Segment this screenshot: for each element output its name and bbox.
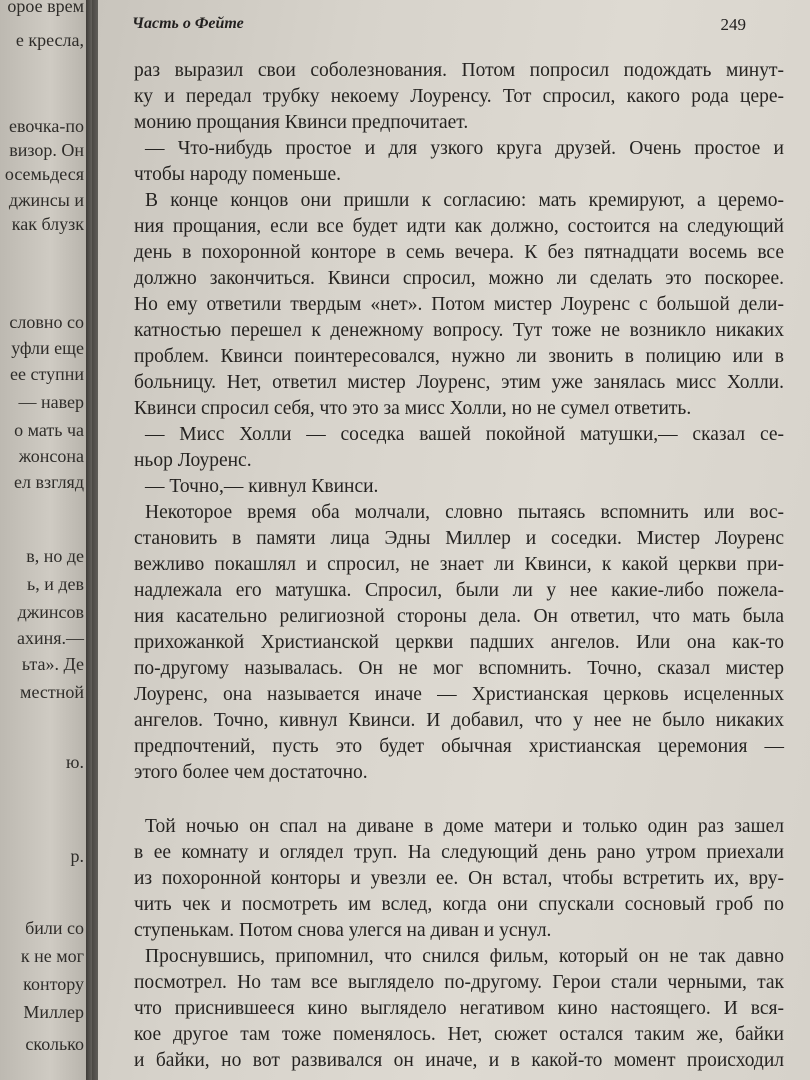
body-text — [134, 58, 784, 1074]
text-line: — Что-нибудь простое и для узкого круга друзей. Очень простое и — [145, 138, 784, 159]
text-line: проблем. Квинси поинтересовался, нужно ли звонить в полицию или в — [134, 346, 784, 367]
text-line: Но ему ответили твердым «нет». Потом мистер Лоуренс с большой дели- — [134, 294, 784, 315]
text-line: — Мисс Холли — соседка вашей покойной матушки,— сказал се- — [145, 424, 784, 445]
left-page-line: р. — [70, 846, 84, 866]
left-page-line: контору — [23, 974, 84, 994]
left-page-line: ьта». Де — [21, 654, 84, 674]
text-line: В конце концов они пришли к согласию: мать кремируют, а церемо- — [145, 190, 784, 211]
left-page-line: как блузк — [11, 214, 84, 234]
left-page-line: словно со — [9, 312, 84, 332]
text-line: надлежала его матушка. Спросил, были ли у нее какие-либо пожела- — [134, 580, 784, 601]
running-header — [132, 15, 784, 43]
text-line: вежливо покашлял и спросил, не знает ли Квинси, к какой церкви при- — [134, 554, 784, 575]
section-break — [134, 786, 784, 814]
text-line: в ее комнату и оглядел труп. На следующий день рано утром приехали — [134, 842, 784, 863]
left-page-line: е кресла, — [15, 30, 84, 50]
section-title: Часть о Фейте — [132, 15, 244, 32]
text-line: Квинси спросил себя, что это за мисс Холли, но не сумел ответить. — [134, 398, 692, 419]
text-line: посмотрел. Но там все выглядело по-другому. Герои стали черными, так — [134, 972, 784, 993]
left-page-line: — навер — [18, 392, 84, 412]
left-page-line: ю. — [66, 752, 84, 772]
book-page — [98, 0, 810, 1080]
left-page-line: ее ступни — [10, 364, 84, 384]
text-line: чить чек и посмотреть им вслед, когда они спускали сосновый гроб по — [134, 894, 784, 915]
text-line: что приснившееся кино выглядело негативом кино настоящего. И вся- — [134, 998, 784, 1019]
left-page-line: о мать ча — [14, 420, 84, 440]
left-page-line: сколько — [25, 1034, 84, 1054]
left-page-line: ь, и дев — [27, 574, 84, 594]
text-line: должно закончиться. Квинси спросил, можно ли сделать это поскорее. — [134, 268, 784, 289]
left-page-line: жонсона — [18, 446, 84, 466]
left-page-line: Миллер — [23, 1002, 84, 1022]
text-line: монию прощания Квинси предпочитает. — [134, 112, 469, 133]
left-page-line: местной — [20, 682, 84, 702]
text-line: этого более чем достаточно. — [134, 762, 368, 783]
left-page-line: джинсы и — [8, 190, 84, 210]
text-line: — Точно,— кивнул Квинси. — [145, 476, 379, 497]
left-page-line: джинсов — [17, 602, 84, 622]
left-page-line: осемьдеся — [4, 164, 84, 184]
text-line: ку и передал трубку некоему Лоуренсу. Тот спросил, какого рода цере- — [134, 86, 784, 107]
text-line: катностью перешел к денежному вопросу. Тут тоже не возникло никаких — [134, 320, 784, 341]
text-line: по-другому называлась. Он не мог вспомнить. Точно, сказал мистер — [134, 658, 784, 679]
left-page-line: евочка-по — [8, 116, 84, 136]
left-page-line: били со — [25, 918, 84, 938]
text-line: прихожанкой Христианской церкви падших ангелов. Или она как-то — [134, 632, 784, 653]
left-page-line: к не мог — [20, 946, 84, 966]
text-line: Проснувшись, припомнил, что снился фильм, который он не так давно — [145, 946, 784, 967]
text-line: становить в памяти лица Эдны Миллер и соседки. Мистер Лоуренс — [134, 528, 784, 549]
text-line: и байки, но вот развивался он иначе, и в какой-то момент происходил — [134, 1050, 784, 1071]
text-line: ньор Лоуренс. — [134, 450, 252, 471]
text-line: предпочтений, пусть это будет обычная христианская церемония — — [134, 736, 784, 757]
text-line: раз выразил свои соболезнования. Потом попросил подождать минут- — [134, 60, 784, 81]
page-number: 249 — [720, 15, 746, 34]
left-page-line: уфли еще — [11, 338, 84, 358]
text-line: день в похоронной конторе в семь вечера. К без пятнадцати восемь все — [134, 242, 784, 263]
left-page-line: ахиня.— — [16, 628, 84, 648]
text-line: ступенькам. Потом снова улегся на диван и уснул. — [134, 920, 552, 941]
text-line: Лоуренс, она называется иначе — Христианская церковь исцеленных — [134, 684, 784, 705]
previous-page-edge — [0, 0, 92, 1080]
left-page-line: в, но де — [26, 546, 84, 566]
text-line: Некоторое время оба молчали, словно пытаясь вспомнить или вос- — [145, 502, 784, 523]
text-line: кое другое там тоже поменялось. Нет, сюжет остался таким же, байки — [134, 1024, 784, 1045]
text-line: Той ночью он спал на диване в доме матери и только один раз зашел — [145, 816, 784, 837]
text-line: больницу. Нет, ответил мистер Лоуренс, этим уже занялась мисс Холли. — [134, 372, 784, 393]
text-line: ния касательно религиозной стороны дела. Он ответил, что мать была — [134, 606, 784, 627]
text-line: из похоронной конторы и увезли ее. Он встал, чтобы встретить их, вру- — [134, 868, 784, 889]
left-page-line: ел взгляд — [14, 472, 84, 492]
left-page-line: визор. Он — [9, 140, 84, 160]
text-line: ангелов. Точно, кивнул Квинси. И добавил, что у нее не было никаких — [134, 710, 784, 731]
text-line: ния прощания, если все будет идти как должно, состоится на следующий — [134, 216, 784, 237]
text-line: чтобы народу поменьше. — [134, 164, 341, 185]
left-page-line: орое врем — [7, 0, 84, 16]
